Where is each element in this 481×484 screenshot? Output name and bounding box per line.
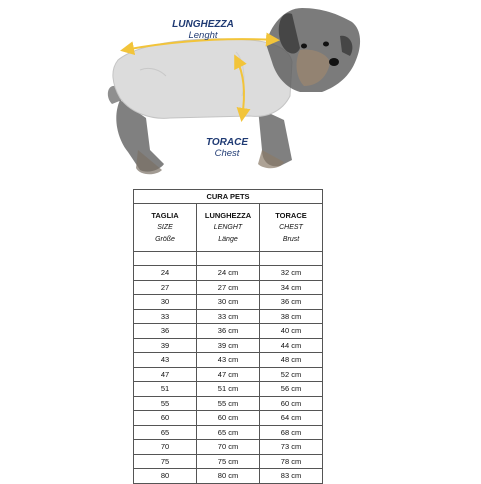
header-length-en: LENGHT xyxy=(213,224,243,231)
chest-cell: 44 cm xyxy=(260,338,323,353)
dog-illustration xyxy=(0,0,481,185)
length-cell: 43 cm xyxy=(197,353,260,368)
header-size-de: Größe xyxy=(155,236,175,243)
table-row xyxy=(134,411,323,426)
size-cell: 27 xyxy=(134,280,197,295)
length-cell: 65 cm xyxy=(197,425,260,440)
size-cell: 39 xyxy=(134,338,197,353)
spacer-cell xyxy=(260,252,323,266)
length-cell: 51 cm xyxy=(197,382,260,397)
chest-cell: 68 cm xyxy=(260,425,323,440)
length-cell: 47 cm xyxy=(197,367,260,382)
chest-cell: 73 cm xyxy=(260,440,323,455)
table-row xyxy=(134,367,323,382)
length-label-it: LUNGHEZZA xyxy=(172,19,234,30)
chest-cell: 32 cm xyxy=(260,266,323,281)
size-cell: 75 xyxy=(134,454,197,469)
header-chest-de: Brust xyxy=(282,236,300,243)
chest-cell: 60 cm xyxy=(260,396,323,411)
length-cell: 60 cm xyxy=(197,411,260,426)
table-row xyxy=(134,324,323,339)
size-cell: 60 xyxy=(134,411,197,426)
table-row xyxy=(134,382,323,397)
header-length xyxy=(197,204,260,252)
spacer-cell xyxy=(134,252,197,266)
header-chest-it: TORACE xyxy=(275,211,307,220)
size-cell: 24 xyxy=(134,266,197,281)
chest-cell: 48 cm xyxy=(260,353,323,368)
header-size xyxy=(134,204,197,252)
length-cell: 36 cm xyxy=(197,324,260,339)
chest-cell: 40 cm xyxy=(260,324,323,339)
table-row xyxy=(134,338,323,353)
chest-cell: 64 cm xyxy=(260,411,323,426)
chest-label xyxy=(198,137,256,159)
length-cell: 55 cm xyxy=(197,396,260,411)
length-label-en: Lenght xyxy=(188,30,218,41)
table-row xyxy=(134,425,323,440)
size-cell: 55 xyxy=(134,396,197,411)
table-row xyxy=(134,440,323,455)
size-cell: 80 xyxy=(134,469,197,484)
chest-cell: 36 cm xyxy=(260,295,323,310)
chest-label-it: TORACE xyxy=(205,137,249,148)
table-row xyxy=(134,295,323,310)
length-cell: 30 cm xyxy=(197,295,260,310)
spacer-cell xyxy=(197,252,260,266)
table-spacer-row xyxy=(134,252,323,266)
length-label xyxy=(168,19,238,41)
size-cell: 30 xyxy=(134,295,197,310)
length-cell: 33 cm xyxy=(197,309,260,324)
table-title: CURA PETS xyxy=(134,190,323,204)
table-row xyxy=(134,454,323,469)
chest-cell: 83 cm xyxy=(260,469,323,484)
header-size-en: SIZE xyxy=(157,224,173,231)
chest-label-en: Chest xyxy=(214,148,240,159)
size-cell: 47 xyxy=(134,367,197,382)
chest-cell: 34 cm xyxy=(260,280,323,295)
length-cell: 27 cm xyxy=(197,280,260,295)
size-cell: 36 xyxy=(134,324,197,339)
header-chest-en: CHEST xyxy=(279,224,303,231)
header-length-de: Länge xyxy=(218,236,238,243)
size-cell: 43 xyxy=(134,353,197,368)
table-title-row xyxy=(134,190,323,204)
length-cell: 80 cm xyxy=(197,469,260,484)
length-cell: 39 cm xyxy=(197,338,260,353)
table-row xyxy=(134,396,323,411)
chest-cell: 56 cm xyxy=(260,382,323,397)
size-chart-table xyxy=(133,189,323,484)
chest-cell: 78 cm xyxy=(260,454,323,469)
size-cell: 70 xyxy=(134,440,197,455)
header-chest xyxy=(260,204,323,252)
chest-cell: 52 cm xyxy=(260,367,323,382)
length-cell: 24 cm xyxy=(197,266,260,281)
table-row xyxy=(134,353,323,368)
size-cell: 33 xyxy=(134,309,197,324)
size-cell: 65 xyxy=(134,425,197,440)
table-header-row xyxy=(134,204,323,252)
table-row xyxy=(134,280,323,295)
header-size-it: TAGLIA xyxy=(151,211,179,220)
size-cell: 51 xyxy=(134,382,197,397)
header-length-it: LUNGHEZZA xyxy=(204,211,252,220)
chest-cell: 38 cm xyxy=(260,309,323,324)
table-row xyxy=(134,309,323,324)
length-cell: 75 cm xyxy=(197,454,260,469)
table-row xyxy=(134,266,323,281)
length-cell: 70 cm xyxy=(197,440,260,455)
